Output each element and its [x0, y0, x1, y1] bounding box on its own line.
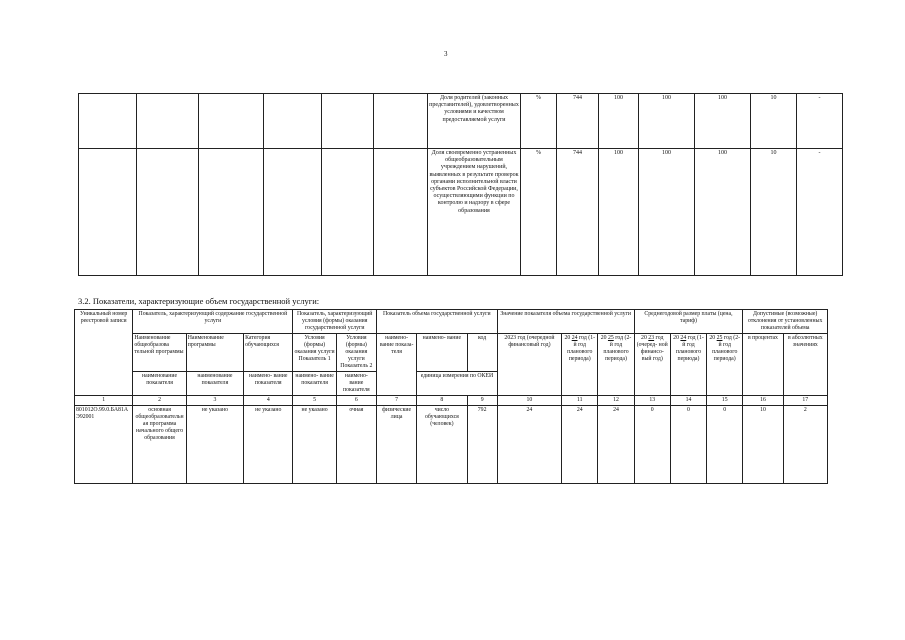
- fee-2025: 0: [707, 406, 743, 484]
- header-condition-1: Условия (формы) оказания услуги Показатель 1: [293, 334, 336, 372]
- header-fee-2023: 20 23 год (очеред- ной финансо- вый год): [634, 334, 670, 396]
- deviation-percent: 10: [743, 406, 783, 484]
- deviation-cell: -: [797, 94, 843, 149]
- condition-1: не указано: [293, 406, 336, 484]
- fee-2023: 0: [634, 406, 670, 484]
- header-volume-value: Значение показателя объема государственной услуги: [497, 310, 634, 334]
- value-cell: 100: [639, 94, 695, 149]
- deviation-cell: -: [797, 149, 843, 276]
- table-row: [75, 406, 828, 484]
- header-absolute: в абсолютных значениях: [783, 334, 827, 396]
- column-number: 17: [783, 396, 827, 406]
- header-unit-okei: единица измерения по ОКЕИ: [417, 372, 498, 396]
- header-fee: Среднегодовой размер платы (цена, тариф): [634, 310, 743, 334]
- header-unit-code: код: [467, 334, 497, 372]
- header-volume-indicator: Показатель объема государственной услуги: [376, 310, 497, 334]
- condition-2: очная: [336, 406, 376, 484]
- unit-cell: %: [521, 149, 557, 276]
- indicator-name: число обучающихся (человек): [417, 406, 467, 484]
- header-year-2023: 2023 год (очередной финансовый год): [497, 334, 561, 396]
- column-number: 2: [133, 396, 186, 406]
- column-number: 10: [497, 396, 561, 406]
- unit-cell: %: [521, 94, 557, 149]
- header-condition-2: Условия (формы) оказания услуги Показатель 2: [336, 334, 376, 372]
- column-number: 3: [186, 396, 243, 406]
- volume-indicators-table: [74, 309, 828, 484]
- column-number: 5: [293, 396, 336, 406]
- header-row: [75, 334, 828, 372]
- column-number: 16: [743, 396, 783, 406]
- header-indicator-name: наимено- вание показа- теля: [376, 334, 416, 396]
- okei-code: 792: [467, 406, 497, 484]
- header-content-indicator: Показатель, характеризующий содержание государственной услуги: [133, 310, 293, 334]
- header-year-2024: 20 24 год (1-й год планового периода): [562, 334, 598, 396]
- value-2025: 24: [598, 406, 634, 484]
- value-cell: 100: [599, 94, 639, 149]
- header-row: [75, 310, 828, 334]
- header-deviation: Допустимые (возможные) отклонения от установленных показателей объема: [743, 310, 828, 334]
- header-program: Наименование программы: [186, 334, 243, 372]
- column-number: 12: [598, 396, 634, 406]
- header-conditions-indicator: Показатель, характеризующий условия (формы) оказания государственной услуги: [293, 310, 377, 334]
- header-sub-name: наимено- вание показателя: [244, 372, 293, 396]
- table-row: [79, 94, 843, 149]
- header-year-2025: 20 25 год (2-й год планового периода): [598, 334, 634, 396]
- value-2023: 24: [497, 406, 561, 484]
- value-cell: 100: [639, 149, 695, 276]
- program: не указано: [186, 406, 243, 484]
- header-unit-name: наимено- вание: [417, 334, 467, 372]
- column-number: 13: [634, 396, 670, 406]
- value-2024: 24: [562, 406, 598, 484]
- section-title: 3.2. Показатели, характеризующие объем государственной услуги:: [78, 296, 320, 306]
- column-number: 15: [707, 396, 743, 406]
- deviation-absolute: 2: [783, 406, 827, 484]
- header-fee-2024: 20 24 год (1-й год планового периода): [670, 334, 706, 396]
- indicator-name: Доля родителей (законных представителей), удовлетворенных условиями и качеством предоставляемой услуги: [428, 94, 521, 149]
- column-number: 11: [562, 396, 598, 406]
- column-number: 1: [75, 396, 133, 406]
- column-number-row: [75, 396, 828, 406]
- deviation-cell: 10: [751, 149, 797, 276]
- header-registry-number: Уникальный номер реестровой записи: [75, 310, 133, 396]
- column-number: 8: [417, 396, 467, 406]
- value-cell: 100: [695, 149, 751, 276]
- header-program-name: Наименование общеобразова тельной программы: [133, 334, 186, 372]
- column-number: 6: [336, 396, 376, 406]
- deviation-cell: 10: [751, 94, 797, 149]
- table-row: [79, 149, 843, 276]
- column-number: 4: [244, 396, 293, 406]
- column-number: 14: [670, 396, 706, 406]
- header-sub-name: наимено- вание показателя: [293, 372, 336, 396]
- header-percent: в процентах: [743, 334, 783, 396]
- category: не указано: [244, 406, 293, 484]
- column-number: 9: [467, 396, 497, 406]
- consumer: физические лица: [376, 406, 416, 484]
- quality-indicators-table-continued: [78, 93, 843, 276]
- value-cell: 100: [695, 94, 751, 149]
- value-cell: 100: [599, 149, 639, 276]
- header-fee-2025: 20 25 год (2-й год планового периода): [707, 334, 743, 396]
- okei-cell: 744: [557, 149, 599, 276]
- header-category: Категория обучающихся: [244, 334, 293, 372]
- okei-cell: 744: [557, 94, 599, 149]
- header-sub-name: наименование показателя: [133, 372, 186, 396]
- header-sub-name: наименование показателя: [186, 372, 243, 396]
- registry-number: 801012О.99.0.БА81АЭ92001: [75, 406, 133, 484]
- page-number: 3: [444, 50, 448, 58]
- program-name: основная общеобразовательная программа начального общего образования: [133, 406, 186, 484]
- indicator-name: Доля своевременно устраненных общеобразовательным учреждением нарушений, выявленных в результате проверок органами исполнительной власти субъектов Российской Федерации, осуществляющими функции по контролю и надзору в сфере образования: [428, 149, 521, 276]
- fee-2024: 0: [670, 406, 706, 484]
- header-sub-name: наимено- вание показателя: [336, 372, 376, 396]
- column-number: 7: [376, 396, 416, 406]
